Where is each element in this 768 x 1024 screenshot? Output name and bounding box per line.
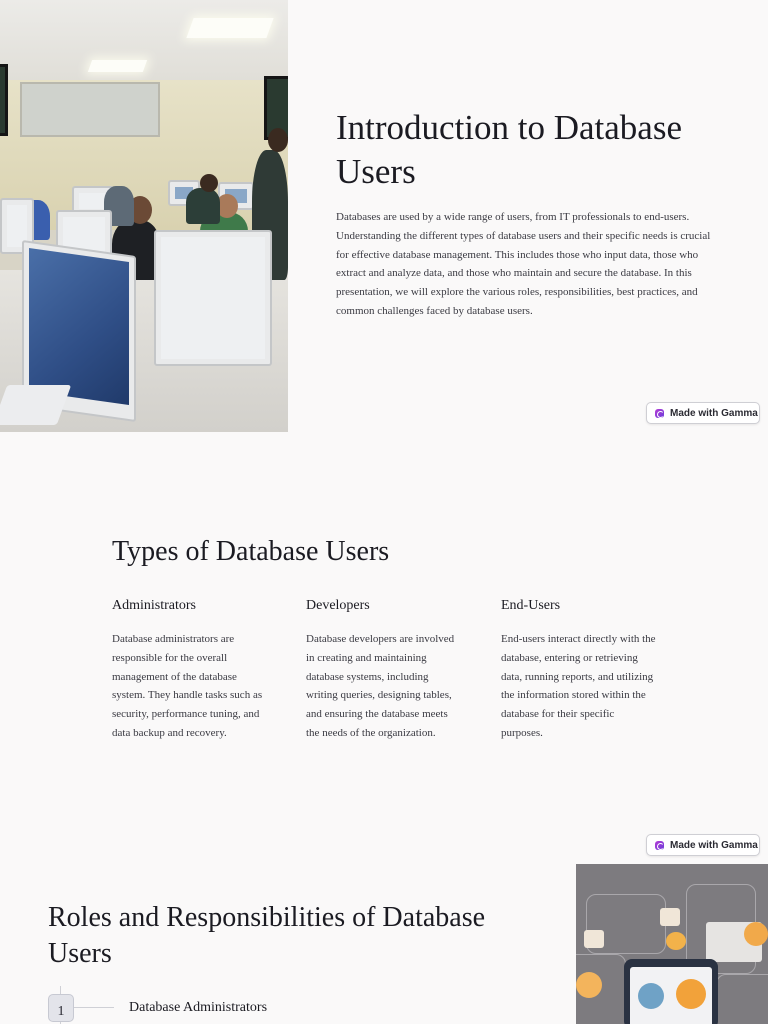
column-text: Database administrators are responsible for the overall management of the database system. They handle tasks such as security, performance tuning, and data backup and recovery.	[112, 633, 263, 739]
step-label: Database Administrators	[129, 1000, 268, 1015]
database-illustration	[576, 864, 768, 1024]
column-heading: End-Users	[501, 598, 561, 613]
slide-types-of-users	[0, 432, 768, 864]
column-developers	[306, 598, 462, 743]
made-with-gamma-badge[interactable]	[646, 834, 760, 856]
gamma-logo-icon	[655, 841, 664, 850]
slide-title: Introduction to Database Users	[336, 108, 683, 191]
column-end-users	[501, 598, 657, 743]
column-heading: Administrators	[112, 598, 196, 613]
column-heading: Developers	[306, 598, 370, 613]
column-text: End-users interact directly with the database, entering or retrieving data, running reports, and utilizing the information stored within the database for their specific purposes.	[501, 633, 656, 739]
timeline-connector	[74, 1007, 114, 1008]
step-number-badge: 1	[48, 994, 74, 1022]
made-with-gamma-badge[interactable]	[646, 402, 760, 424]
slide-title: Types of Database Users	[112, 536, 390, 567]
slide-roles-responsibilities	[0, 864, 768, 1024]
badge-label: Made with Gamma	[670, 839, 758, 851]
badge-label: Made with Gamma	[670, 407, 758, 419]
slide-introduction	[0, 0, 768, 432]
slide-body-text: Databases are used by a wide range of users, from IT professionals to end-users. Understanding the different types of database users and their specific needs is crucial for effective database management. This includes those who input data, those who extract and analyze data, and those who maintain and secure the database. In this presentation, we will explore the various roles, responsibilities, best practices, and common challenges faced by database users.	[336, 211, 711, 317]
column-administrators	[112, 598, 268, 743]
computer-lab-photo	[0, 0, 288, 432]
column-text: Database developers are involved in creating and maintaining database systems, including writing queries, designing tables, and ensuring the database meets the needs of the organization.	[306, 633, 455, 739]
gamma-logo-icon	[655, 409, 664, 418]
slide-title: Roles and Responsibilities of Database Users	[48, 902, 486, 969]
